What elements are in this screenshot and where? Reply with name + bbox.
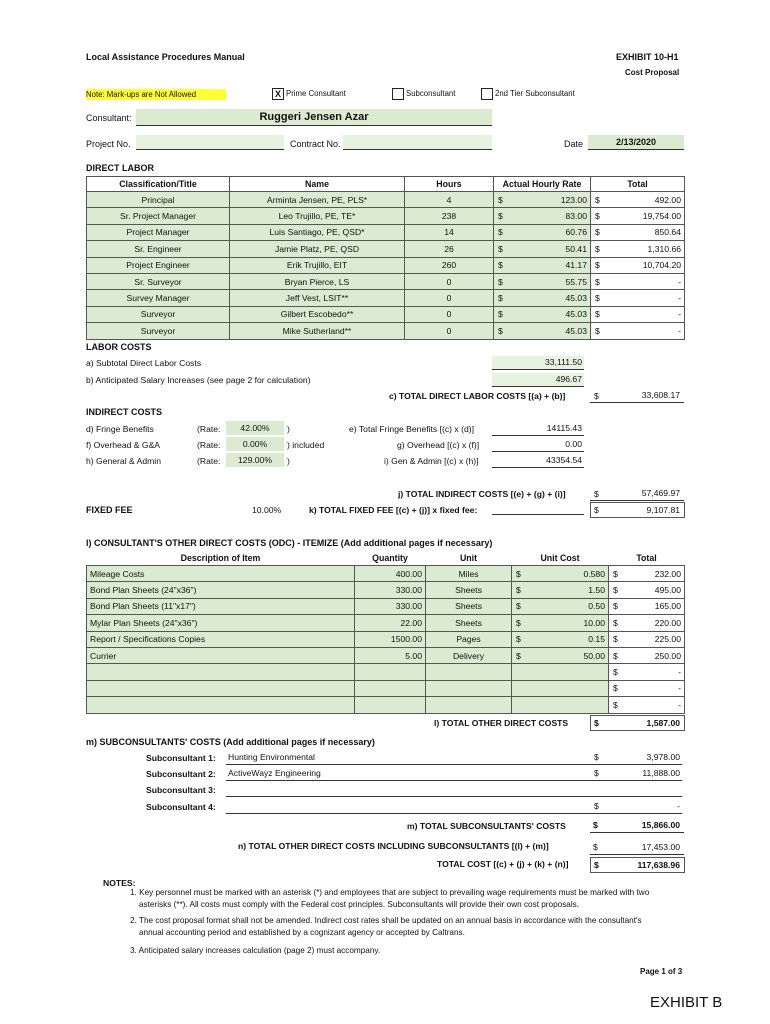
odc-description[interactable] [87,697,355,713]
total-fixed-fee-label: k) TOTAL FIXED FEE [(c) + (j)] x fixed fee: [309,505,478,515]
odc-description[interactable]: Mylar Plan Sheets (24"x36") [87,615,355,631]
odc-unit-cost[interactable]: $ 0.50 [512,598,609,614]
fixed-fee-underline [492,514,584,515]
labor-name[interactable]: Jamie Platz, PE, QSD [230,241,405,257]
labor-total: $ - [591,273,685,289]
gen-admin-total-label: i) Gen & Admin [(c) x (h)] [384,456,479,466]
consultant-field[interactable]: Ruggeri Jensen Azar [136,109,492,126]
labor-total: $ 19,754.00 [591,208,685,224]
project-no-label: Project No. [86,139,131,149]
sub2-value: 11,888.00 [642,768,680,778]
date-label: Date [564,139,584,149]
fixed-fee-dollar: $ [594,505,599,515]
direct-labor-title: DIRECT LABOR [86,163,154,173]
labor-name[interactable]: Arminta Jensen, PE, PLS* [230,192,405,208]
odc-unit[interactable] [426,664,512,680]
gen-admin-rate-open: (Rate: [197,456,221,466]
tier2-label: 2nd Tier Subconsultant [495,89,575,99]
labor-name[interactable]: Luis Santiago, PE, QSD* [230,224,405,240]
page-number: Page 1 of 3 [640,967,683,976]
odc-unit[interactable] [426,697,512,713]
odc-description[interactable]: Bond Plan Sheets (11"x17") [87,598,355,614]
odc-col-unit: Unit [459,553,478,563]
salary-increase-label: b) Anticipated Salary Increases (see page 2 for calculation) [86,375,311,385]
odc-description[interactable]: Report / Specifications Copies [87,631,355,647]
exhibit-b: EXHIBIT B [650,994,723,1011]
odc-description[interactable]: Bond Plan Sheets (24"x36") [87,582,355,598]
fringe-rate-close: ) [287,424,290,434]
labor-total: $ - [591,290,685,306]
total-direct-labor-label: c) TOTAL DIRECT LABOR COSTS [(a) + (b)] [389,391,566,401]
odc-quantity[interactable]: 5.00 [355,647,426,663]
labor-hours[interactable]: 14 [405,224,494,240]
total-subs-label: m) TOTAL SUBCONSULTANTS' COSTS [407,821,566,831]
labor-rate[interactable]: $ 45.03 [494,290,591,306]
subconsultants-title: m) SUBCONSULTANTS' COSTS (Add additional pages if necessary) [86,737,375,747]
odc-col-total: Total [636,553,657,563]
fringe-rate-field[interactable]: 42.00% [226,421,284,435]
labor-classification[interactable]: Surveyor [87,323,230,339]
labor-total: $ 850.64 [591,224,685,240]
labor-row [87,241,685,257]
odc-total: $ 250.00 [609,647,685,663]
labor-classification[interactable]: Project Engineer [87,257,230,273]
col-name: Name [230,177,405,192]
project-no-field[interactable] [136,135,284,150]
total-odc-value: 1,587.00 [646,718,680,728]
contract-no-field[interactable] [343,135,492,150]
odc-row [87,631,685,647]
labor-hours[interactable]: 238 [405,208,494,224]
odc-description[interactable]: Mileage Costs [87,566,355,582]
note-1a: 1. Key personnel must be marked with an asterisk (*) and employees that are subject to prevailing wage requirements must be marked with two [130,888,650,897]
total-subs-dollar: $ [593,820,598,830]
labor-hours[interactable]: 0 [405,290,494,306]
sub3-label: Subconsultant 3: [146,785,216,795]
total-subs-value: 15,866.00 [641,820,680,830]
labor-hours[interactable]: 0 [405,273,494,289]
overhead-label: f) Overhead & G&A [86,440,161,450]
labor-hours[interactable]: 0 [405,323,494,339]
odc-unit[interactable]: Sheets [426,615,512,631]
odc-total: $ - [609,664,685,680]
overhead-total-label: g) Overhead [(c) x (f)] [397,440,480,450]
odc-quantity[interactable] [355,697,426,713]
odc-row [87,615,685,631]
odc-total: $ 165.00 [609,598,685,614]
sub1-name: Hunting Environmental [228,752,315,762]
odc-col-description: Description of Item [180,553,261,563]
fringe-total-label: e) Total Fringe Benefits [(c) x (d)] [349,424,474,434]
sub2-row[interactable] [226,767,682,781]
consultant-label: Consultant: [86,113,132,123]
sub1-label: Subconsultant 1: [146,753,216,763]
labor-classification[interactable]: Sr. Engineer [87,241,230,257]
note-2a: 2. The cost proposal format shall not be amended. Indirect cost rates shall be updated on an annual basis in accordance with the consultant's [130,916,642,925]
total-indirect-value: 57,469.97 [590,487,684,501]
odc-total: $ 220.00 [609,615,685,631]
total-odc-incl-subs-value: 17,453.00 [641,842,680,852]
fringe-rate-open: (Rate: [197,424,221,434]
total-direct-labor-dollar: $ [594,391,599,401]
salary-increase-value[interactable]: 496.67 [492,373,584,387]
gen-admin-rate-field[interactable]: 129.00% [226,453,284,467]
total-odc-label: l) TOTAL OTHER DIRECT COSTS [434,718,569,728]
odc-quantity[interactable]: 1500.00 [355,631,426,647]
odc-unit-cost[interactable]: $ 0.580 [512,566,609,582]
odc-row [87,664,685,680]
odc-unit-cost[interactable] [512,664,609,680]
total-cost-box [590,857,685,873]
odc-quantity[interactable] [355,664,426,680]
odc-unit-cost[interactable]: $ 50.00 [512,647,609,663]
odc-unit-cost[interactable]: $ 0.15 [512,631,609,647]
odc-row [87,598,685,614]
total-indirect-label: j) TOTAL INDIRECT COSTS [(e) + (g) + (i)] [398,489,566,499]
sub4-value: - [677,801,680,811]
odc-unit[interactable]: Sheets [426,598,512,614]
labor-classification[interactable]: Sr. Surveyor [87,273,230,289]
labor-hours[interactable]: 4 [405,192,494,208]
total-indirect-dollar: $ [594,489,599,499]
total-odc-dollar: $ [594,718,599,728]
gen-admin-rate-close: ) [287,456,290,466]
contract-no-label: Contract No. [290,139,341,149]
direct-labor-table [86,176,685,340]
labor-total: $ - [591,323,685,339]
odc-unit[interactable]: Miles [426,566,512,582]
gen-admin-label: h) General & Admin [86,456,161,466]
option-tier2[interactable] [481,88,575,100]
subconsultant-checkbox[interactable] [392,88,404,100]
labor-name[interactable]: Erik Trujillo, EIT [230,257,405,273]
note-1b: asterisks (**). All costs must comply with the Federal cost principles. Subconsultants will provide their own cost proposals. [139,900,580,909]
col-rate: Actual Hourly Rate [494,177,591,192]
fixed-fee-rate: 10.00% [252,505,282,515]
fixed-fee-label: FIXED FEE [86,505,133,515]
sub4-dollar: $ [594,801,599,811]
total-fixed-fee-value: 9,107.81 [646,505,680,515]
labor-hours[interactable]: 260 [405,257,494,273]
total-cost-label: TOTAL COST [(c) + (j) + (k) + (n)] [437,859,569,869]
odc-row [87,680,685,696]
labor-hours[interactable]: 26 [405,241,494,257]
labor-total: $ - [591,306,685,322]
gen-admin-total-value: 43354.54 [492,454,584,468]
overhead-rate-close: ) included [287,440,325,450]
sub4-row[interactable] [226,800,682,814]
odc-row [87,647,685,663]
odc-unit-cost[interactable]: $ 1.50 [512,582,609,598]
odc-col-unit-cost: Unit Cost [540,553,580,563]
labor-rate[interactable]: $ 83.00 [494,208,591,224]
odc-row [87,566,685,582]
labor-rate[interactable]: $ 123.00 [494,192,591,208]
labor-classification[interactable]: Survey Manager [87,290,230,306]
odc-description[interactable] [87,664,355,680]
odc-unit-cost[interactable] [512,680,609,696]
markup-note: Note: Mark-ups are Not Allowed [86,89,226,100]
labor-row [87,208,685,224]
odc-table [86,551,685,714]
labor-rate[interactable]: $ 45.03 [494,306,591,322]
labor-rate[interactable]: $ 45.03 [494,323,591,339]
sub1-dollar: $ [594,752,599,762]
odc-unit[interactable]: Sheets [426,582,512,598]
labor-total: $ 492.00 [591,192,685,208]
subtotal-label: a) Subtotal Direct Labor Costs [86,358,202,368]
notes-title: NOTES: [103,878,136,888]
subconsultant-label: Subconsultant [406,89,456,99]
sub1-row[interactable] [226,751,682,765]
total-cost-value: 117,638.96 [637,860,680,870]
odc-total: $ 232.00 [609,566,685,582]
labor-hours[interactable]: 0 [405,306,494,322]
total-cost-dollar: $ [594,860,599,870]
sub2-label: Subconsultant 2: [146,769,216,779]
labor-classification[interactable]: Principal [87,192,230,208]
labor-total: $ 10,704.20 [591,257,685,273]
odc-total: $ 495.00 [609,582,685,598]
odc-quantity[interactable]: 330.00 [355,598,426,614]
n-dollar: $ [593,842,598,852]
total-odc-incl-subs-row [590,841,684,855]
fringe-total-value: 14115.43 [492,422,584,436]
odc-unit-cost[interactable] [512,697,609,713]
note-2b: annual accounting period and established by a cognizant agency or accepted by Caltrans. [139,928,465,937]
overhead-total-value: 0.00 [492,438,584,452]
odc-row [87,582,685,598]
labor-name[interactable]: Mike Sutherland** [230,323,405,339]
labor-total: $ 1,310.66 [591,241,685,257]
total-fixed-fee-box [590,502,685,518]
odc-total: $ - [609,697,685,713]
col-hours: Hours [405,177,494,192]
tier2-checkbox[interactable] [481,88,493,100]
labor-name[interactable]: Jeff Vest, LSIT** [230,290,405,306]
total-direct-labor-value: 33,608.17 [590,389,684,403]
sub2-dollar: $ [594,768,599,778]
odc-title: l) CONSULTANT'S OTHER DIRECT COSTS (ODC) - ITEMIZE (Add additional pages if necessary) [86,538,493,548]
labor-row [87,323,685,339]
labor-rate[interactable]: $ 41.17 [494,257,591,273]
odc-total: $ 225.00 [609,631,685,647]
odc-quantity[interactable]: 330.00 [355,582,426,598]
odc-description[interactable]: Currier [87,647,355,663]
odc-unit[interactable]: Pages [426,631,512,647]
sub4-label: Subconsultant 4: [146,802,216,812]
odc-unit[interactable] [426,680,512,696]
sub1-value: 3,978.00 [646,752,680,762]
labor-rate[interactable]: $ 50.41 [494,241,591,257]
manual-title: Local Assistance Procedures Manual [86,52,245,62]
overhead-rate-field[interactable]: 0.00% [226,437,284,451]
sub3-row[interactable] [226,783,682,797]
exhibit-label: EXHIBIT 10-H1 [616,52,679,62]
odc-total: $ - [609,680,685,696]
odc-quantity[interactable]: 22.00 [355,615,426,631]
option-subconsultant[interactable] [392,88,455,100]
labor-name[interactable]: Bryan Pierce, LS [230,273,405,289]
option-prime[interactable] [272,88,346,100]
total-subs-row [590,819,684,833]
total-odc-box [590,715,685,731]
labor-row [87,306,685,322]
labor-classification[interactable]: Sr. Project Manager [87,208,230,224]
cost-proposal-subtitle: Cost Proposal [625,68,680,77]
labor-classification[interactable]: Project Manager [87,224,230,240]
col-total: Total [591,177,685,192]
labor-rate[interactable]: $ 60.76 [494,224,591,240]
labor-row [87,273,685,289]
odc-col-quantity: Quantity [372,553,408,563]
labor-name[interactable]: Gilbert Escobedo** [230,306,405,322]
odc-unit[interactable]: Delivery [426,647,512,663]
total-odc-incl-subs-label: n) TOTAL OTHER DIRECT COSTS INCLUDING SUBCONSULTANTS [(l) + (m)] [238,841,549,851]
labor-row [87,257,685,273]
overhead-rate-open: (Rate: [197,440,221,450]
odc-quantity[interactable] [355,680,426,696]
labor-name[interactable]: Leo Trujillo, PE, TE* [230,208,405,224]
note-3: 3. Anticipated salary increases calculation (page 2) must accompany. [130,946,381,955]
prime-checkbox[interactable]: X [272,88,284,100]
labor-row [87,192,685,208]
odc-unit-cost[interactable]: $ 10.00 [512,615,609,631]
odc-row [87,697,685,713]
col-classification: Classification/Title [87,177,230,192]
indirect-costs-title: INDIRECT COSTS [86,407,163,417]
labor-rate[interactable]: $ 55.75 [494,273,591,289]
prime-label: Prime Consultant [286,89,346,99]
fringe-label: d) Fringe Benefits [86,424,154,434]
date-field[interactable]: 2/13/2020 [588,135,684,150]
odc-quantity[interactable]: 400.00 [355,566,426,582]
sub2-name: ActiveWayz Engineering [228,768,321,778]
labor-row [87,290,685,306]
subtotal-value[interactable]: 33,111.50 [492,356,584,370]
labor-classification[interactable]: Surveyor [87,306,230,322]
labor-row [87,224,685,240]
labor-costs-title: LABOR COSTS [86,342,152,352]
odc-description[interactable] [87,680,355,696]
